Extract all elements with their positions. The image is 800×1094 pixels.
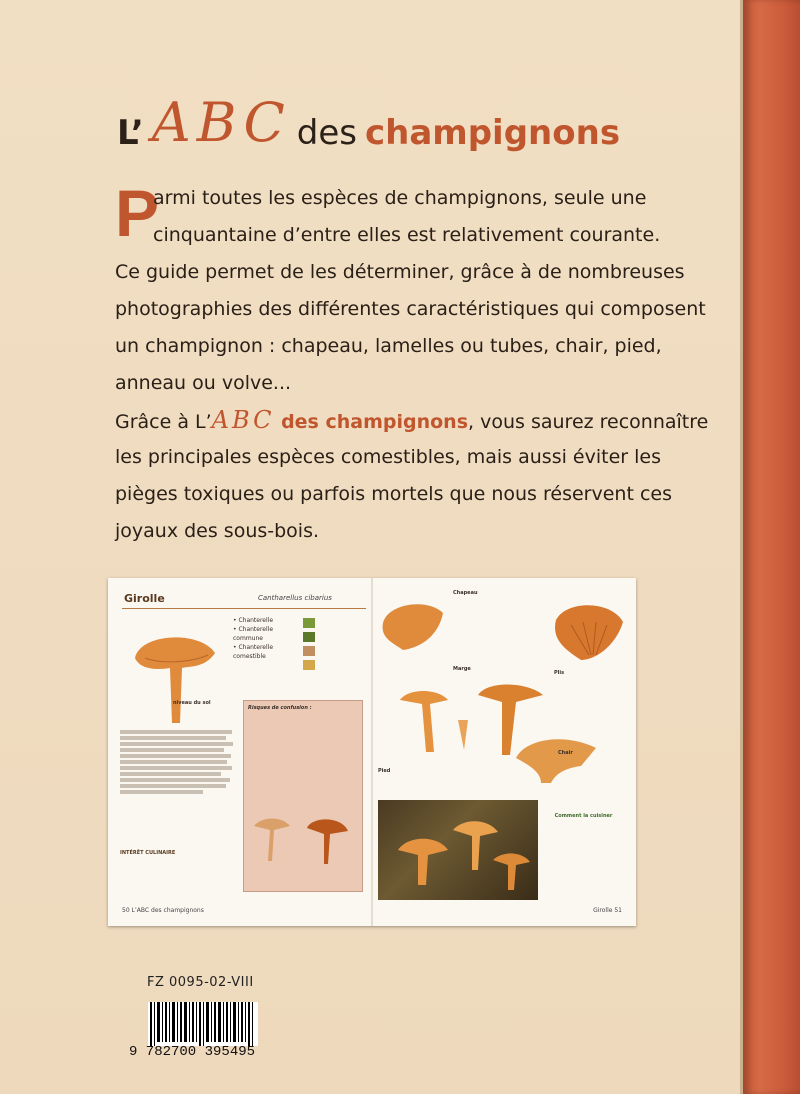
confusion-box — [243, 700, 363, 892]
spread-title: Girolle — [124, 592, 165, 605]
habitat-photo — [378, 800, 538, 900]
common-names — [233, 616, 303, 661]
book-spine — [743, 0, 800, 1094]
grace-champignons: champignons — [325, 411, 469, 433]
girolle-illustration — [130, 628, 220, 728]
spread-latin-name: Cantharellus cibarius — [258, 594, 332, 602]
chapeau-label: Chapeau — [453, 590, 478, 596]
barcode-digits: 9 782700 395495 — [129, 1044, 256, 1060]
spread-rule — [122, 608, 366, 609]
girolles-in-moss — [378, 800, 538, 900]
sample-spread-image — [108, 578, 636, 926]
book-title — [117, 90, 621, 154]
title-des: des — [296, 113, 357, 153]
interet-label: INTÉRÊT CULINAIRE — [120, 850, 176, 856]
blurb-line: un champignon : chapeau, lamelles ou tubes, chair, pied, — [115, 335, 662, 357]
barcode-bars — [150, 1002, 253, 1046]
blurb-line: Ce guide permet de les déterminer, grâce à de nombreuses — [115, 261, 685, 283]
sample-page-left — [118, 588, 368, 916]
spread-gutter — [371, 578, 373, 926]
title-champignons: champignons — [364, 113, 621, 153]
confusion-mushrooms — [252, 816, 352, 871]
blurb-line: cinquantaine d’entre elles est relativement courante. — [153, 224, 661, 246]
blurb-line: photographies des différentes caractéristiques qui composent — [115, 298, 706, 320]
grace-rest: , vous saurez reconnaître — [468, 411, 709, 433]
habitat-icons — [303, 618, 358, 678]
blurb-line: joyaux des sous-bois. — [115, 520, 320, 542]
title-prefix: L’ — [117, 113, 144, 153]
cuisiner-box: Comment la cuisiner — [554, 813, 613, 819]
chair-photo — [511, 728, 606, 788]
grace-des: des — [274, 411, 326, 433]
sample-page-right — [376, 588, 626, 916]
blurb-line: pièges toxiques ou parfois mortels que nous réservent ces — [115, 483, 672, 505]
blurb-line: les principales espèces comestibles, mais aussi éviter les — [115, 446, 661, 468]
grace-prefix: Grâce à L’ — [115, 411, 212, 433]
confusion-title: Risques de confusion : — [248, 705, 312, 711]
page-number-right: Girolle 51 — [593, 907, 622, 914]
abc-logo-inline: ABC — [211, 406, 275, 434]
name-2: • Chanterelle commune — [233, 626, 274, 642]
page-number-left: 50 L’ABC des champignons — [122, 907, 204, 914]
isbn-barcode — [148, 1002, 258, 1046]
blurb-text — [115, 176, 709, 550]
marge-label: Marge — [453, 666, 471, 672]
blurb-line: armi toutes les espèces de champignons, seule une — [153, 187, 647, 209]
plis-label: Plis — [554, 670, 565, 676]
chapeau-photo — [378, 598, 448, 658]
chair-label: Chair — [558, 750, 573, 756]
plis-photo — [551, 600, 626, 665]
pied-label: Pied — [378, 768, 391, 774]
name-3: • Chanterelle comestible — [233, 644, 274, 660]
drop-cap: P — [115, 176, 160, 250]
blurb-line: anneau ou volve... — [115, 372, 292, 394]
product-code: FZ 0095-02-VIII — [147, 975, 254, 990]
title-abc-logo: ABC — [151, 91, 291, 154]
description-text — [120, 728, 238, 848]
blurb-line-grace — [115, 402, 709, 439]
niveau-label: niveau du sol — [173, 700, 211, 706]
name-1: • Chanterelle — [233, 617, 274, 624]
